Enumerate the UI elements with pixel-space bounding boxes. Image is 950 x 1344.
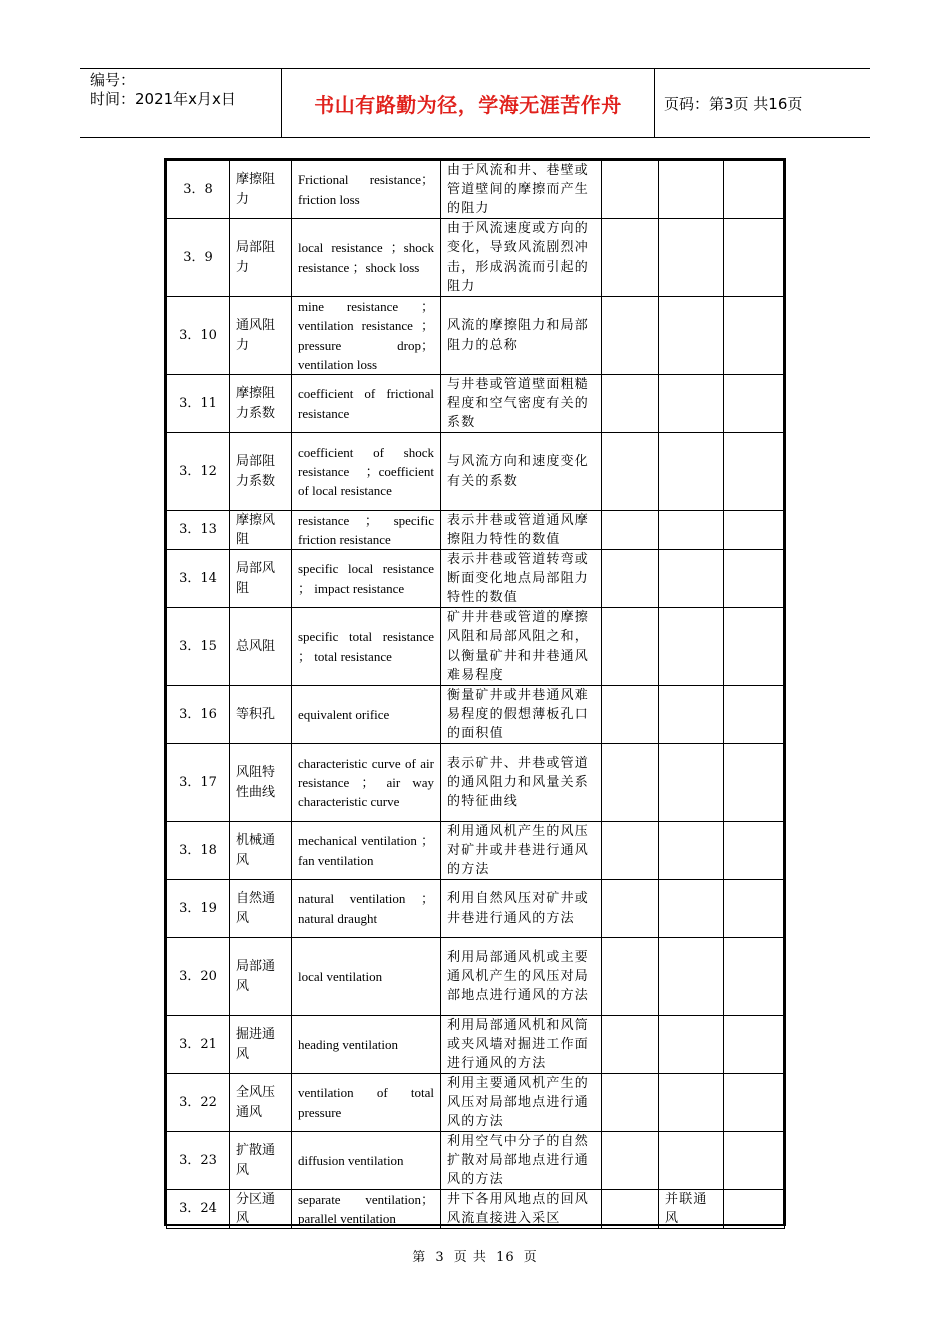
term-english [292, 375, 441, 433]
term-english [292, 1190, 441, 1229]
term-definition-text: 风流的摩擦阻力和局部阻力的总称 [447, 318, 590, 353]
term-definition [441, 550, 602, 608]
footer-current-page: 3 [435, 1250, 445, 1265]
term-chinese-text: 扩散通风 [236, 1143, 276, 1178]
term-number [167, 375, 230, 433]
table-row [167, 550, 785, 608]
term-chinese [230, 608, 292, 686]
term-number [167, 550, 230, 608]
term-definition [441, 608, 602, 686]
term-number [167, 822, 230, 880]
term-chinese-text: 自然通风 [236, 891, 276, 926]
blank-cell [602, 375, 659, 433]
blank-cell [724, 511, 785, 550]
term-chinese [230, 744, 292, 822]
term-note [659, 822, 724, 880]
term-english [292, 744, 441, 822]
blank-cell [602, 1074, 659, 1132]
term-english [292, 938, 441, 1016]
term-chinese [230, 1016, 292, 1074]
term-number [167, 297, 230, 375]
term-note [659, 511, 724, 550]
term-definition [441, 511, 602, 550]
term-english [292, 1132, 441, 1190]
table-row [167, 822, 785, 880]
term-chinese-text: 总风阻 [236, 638, 276, 654]
term-definition [441, 1132, 602, 1190]
table-row [167, 686, 785, 744]
blank-cell [602, 550, 659, 608]
term-number [167, 1074, 230, 1132]
time-label: 时间：2021年x月x日 [90, 90, 236, 108]
term-note [659, 880, 724, 938]
term-english-text: coefficient of frictional resistance [298, 386, 434, 421]
term-note [659, 297, 724, 375]
term-english-text: diffusion ventilation [298, 1152, 404, 1168]
blank-cell [724, 686, 785, 744]
term-english [292, 686, 441, 744]
term-number [167, 161, 230, 219]
term-number-text: 3．20 [179, 968, 217, 984]
term-number-text: 3．14 [179, 570, 217, 586]
header-page-label: 页码：第3页 共16页 [664, 94, 803, 113]
table-row [167, 297, 785, 375]
blank-cell [602, 686, 659, 744]
term-chinese [230, 297, 292, 375]
term-chinese [230, 219, 292, 297]
term-english-text: equivalent orifice [298, 706, 390, 722]
term-note [659, 1074, 724, 1132]
term-number-text: 3．17 [179, 774, 217, 790]
term-chinese [230, 1190, 292, 1229]
blank-cell [724, 1132, 785, 1190]
term-number-text: 3．19 [179, 900, 217, 916]
term-number-text: 3．22 [179, 1094, 217, 1110]
term-definition-text: 井下各用风地点的回风风流直接进入采区 [447, 1192, 590, 1227]
table-row [167, 938, 785, 1016]
footer-prefix: 第 [412, 1250, 427, 1265]
term-definition [441, 686, 602, 744]
term-definition-text: 利用主要通风机产生的风压对局部地点进行通风的方法 [447, 1076, 590, 1130]
terms-table [166, 160, 785, 1229]
term-definition [441, 1074, 602, 1132]
blank-cell [602, 1016, 659, 1074]
term-note [659, 433, 724, 511]
term-definition-text: 表示矿井、井巷或管道的通风阻力和风量关系的特征曲线 [447, 755, 590, 810]
term-chinese-text: 等积孔 [236, 706, 276, 722]
term-definition-text: 矿井井巷或管道的摩擦风阻和局部风阻之和，以衡量矿井和井巷通风难易程度 [447, 610, 590, 683]
term-english-text: local resistance ；shock resistance ；shock loss [298, 240, 434, 275]
term-definition-text: 由于风流速度或方向的变化，导致风流剧烈冲击，形成涡流而引起的阻力 [447, 221, 590, 294]
term-chinese-text: 风阻特性曲线 [236, 765, 276, 800]
term-definition [441, 219, 602, 297]
term-english-text: coefficient of shock resistance ；coefficient of local resistance [298, 444, 434, 499]
serial-label: 编号： [90, 71, 136, 89]
term-definition-text: 利用自然风压对矿井或井巷进行通风的方法 [447, 891, 590, 926]
term-chinese [230, 375, 292, 433]
term-note [659, 938, 724, 1016]
blank-cell [602, 161, 659, 219]
header-divider [654, 69, 655, 137]
term-number-text: 3．24 [179, 1201, 217, 1217]
term-english-text: natural ventilation ；natural draught [298, 891, 434, 926]
term-chinese [230, 161, 292, 219]
table-row [167, 1016, 785, 1074]
term-english-text: ventilation of total pressure [298, 1085, 434, 1120]
term-chinese-text: 全风压通风 [236, 1085, 276, 1120]
blank-cell [602, 608, 659, 686]
term-definition-text: 利用空气中分子的自然扩散对局部地点进行通风的方法 [447, 1134, 590, 1188]
term-chinese-text: 局部通风 [236, 959, 276, 994]
blank-cell [602, 511, 659, 550]
term-english-text: resistance ； specific friction resistance [298, 513, 434, 548]
term-english-text: specific local resistance ； impact resistance [298, 561, 434, 596]
term-chinese [230, 880, 292, 938]
blank-cell [602, 297, 659, 375]
blank-cell [602, 822, 659, 880]
term-english-text: Frictional resistance；friction loss [298, 172, 434, 207]
term-chinese-text: 摩擦风阻 [236, 513, 276, 548]
term-number [167, 938, 230, 1016]
term-note [659, 375, 724, 433]
term-definition-text: 表示井巷或管道转弯或断面变化地点局部阻力特性的数值 [447, 552, 590, 606]
term-definition-text: 利用局部通风机和风筒或夹风墙对掘进工作面进行通风的方法 [447, 1018, 590, 1072]
term-english [292, 511, 441, 550]
blank-cell [724, 297, 785, 375]
term-number [167, 880, 230, 938]
term-note [659, 550, 724, 608]
term-chinese-text: 局部风阻 [236, 561, 276, 596]
term-number [167, 686, 230, 744]
term-definition [441, 744, 602, 822]
table-row [167, 1132, 785, 1190]
table-row [167, 1190, 785, 1229]
blank-cell [724, 550, 785, 608]
term-chinese [230, 433, 292, 511]
term-note [659, 1132, 724, 1190]
term-english-text: heading ventilation [298, 1036, 399, 1052]
term-note [659, 1016, 724, 1074]
blank-cell [724, 938, 785, 1016]
term-english-text: separate ventilation；parallel ventilation [298, 1192, 434, 1227]
term-english [292, 219, 441, 297]
term-definition [441, 822, 602, 880]
table-row [167, 608, 785, 686]
term-definition [441, 880, 602, 938]
term-chinese [230, 686, 292, 744]
term-chinese [230, 550, 292, 608]
blank-cell [602, 433, 659, 511]
term-number-text: 3．8 [183, 181, 213, 197]
table-row [167, 511, 785, 550]
term-number [167, 744, 230, 822]
term-number [167, 1132, 230, 1190]
footer-suffix: 页 [523, 1250, 538, 1265]
term-chinese [230, 938, 292, 1016]
term-definition-text: 衡量矿井或井巷通风难易程度的假想薄板孔口的面积值 [447, 688, 590, 742]
term-definition-text: 与风流方向和速度变化有关的系数 [447, 454, 590, 489]
blank-cell [724, 608, 785, 686]
blank-cell [724, 744, 785, 822]
page-footer [0, 1246, 950, 1265]
term-number-text: 3．11 [179, 395, 217, 411]
terms-table-frame [164, 158, 786, 1226]
term-english [292, 161, 441, 219]
term-number-text: 3．16 [179, 706, 217, 722]
term-number [167, 511, 230, 550]
term-chinese [230, 1132, 292, 1190]
term-note [659, 744, 724, 822]
term-definition [441, 297, 602, 375]
blank-cell [602, 744, 659, 822]
blank-cell [602, 1132, 659, 1190]
term-number [167, 608, 230, 686]
term-english [292, 297, 441, 375]
term-english [292, 550, 441, 608]
blank-cell [724, 880, 785, 938]
term-number-text: 3．21 [179, 1036, 217, 1052]
term-number-text: 3．13 [179, 522, 217, 538]
term-english-text: mechanical ventilation ； fan ventilation [298, 833, 434, 868]
blank-cell [724, 1074, 785, 1132]
term-definition [441, 161, 602, 219]
term-number-text: 3．10 [179, 327, 217, 343]
term-definition-text: 表示井巷或管道通风摩擦阻力特性的数值 [447, 513, 590, 548]
blank-cell [602, 938, 659, 1016]
term-number [167, 433, 230, 511]
term-english [292, 880, 441, 938]
blank-cell [602, 880, 659, 938]
table-row [167, 744, 785, 822]
blank-cell [602, 219, 659, 297]
term-english-text: mine resistance ；ventilation resistance ；pressure drop；ventilation loss [298, 299, 434, 372]
page-header [80, 68, 870, 138]
footer-middle: 页 共 [453, 1250, 487, 1265]
term-english-text: specific total resistance ； total resistance [298, 629, 434, 664]
term-definition-text: 与井巷或管道壁面粗糙程度和空气密度有关的系数 [447, 377, 590, 431]
term-definition-text: 利用通风机产生的风压对矿井或井巷进行通风的方法 [447, 824, 590, 878]
term-english [292, 433, 441, 511]
blank-cell [602, 1190, 659, 1229]
header-motto: 书山有路勤为径，学海无涯苦作舟 [314, 92, 622, 117]
header-meta [90, 71, 236, 109]
terms-table-body [167, 161, 785, 1229]
term-number [167, 1190, 230, 1229]
table-row [167, 880, 785, 938]
blank-cell [724, 822, 785, 880]
term-chinese [230, 822, 292, 880]
term-english [292, 608, 441, 686]
term-number-text: 3．18 [179, 842, 217, 858]
term-chinese-text: 掘进通风 [236, 1027, 276, 1062]
term-definition-text: 利用局部通风机或主要通风机产生的风压对局部地点进行通风的方法 [447, 949, 590, 1004]
term-chinese-text: 分区通风 [236, 1192, 276, 1227]
term-number-text: 3．12 [179, 463, 217, 479]
term-number-text: 3．23 [179, 1152, 217, 1168]
table-row [167, 161, 785, 219]
term-number [167, 219, 230, 297]
blank-cell [724, 1190, 785, 1229]
table-row [167, 219, 785, 297]
term-note [659, 161, 724, 219]
footer-total-pages: 16 [496, 1250, 515, 1265]
blank-cell [724, 1016, 785, 1074]
term-english [292, 1016, 441, 1074]
term-chinese-text: 摩擦阻力 [236, 172, 276, 207]
term-note [659, 686, 724, 744]
term-definition [441, 1190, 602, 1229]
table-row [167, 433, 785, 511]
term-definition [441, 433, 602, 511]
term-chinese-text: 局部阻力 [236, 240, 276, 275]
blank-cell [724, 219, 785, 297]
term-chinese [230, 511, 292, 550]
term-definition [441, 938, 602, 1016]
term-definition [441, 1016, 602, 1074]
term-english [292, 822, 441, 880]
term-chinese-text: 通风阻力 [236, 318, 276, 353]
term-english-text: local ventilation [298, 968, 383, 984]
term-number-text: 3．15 [179, 638, 217, 654]
term-note-text: 并联通风 [665, 1192, 708, 1227]
term-note [659, 219, 724, 297]
blank-cell [724, 161, 785, 219]
term-chinese-text: 局部阻力系数 [236, 454, 276, 489]
blank-cell [724, 433, 785, 511]
term-definition-text: 由于风流和井、巷壁或管道壁间的摩擦而产生的阻力 [447, 163, 590, 217]
term-number [167, 1016, 230, 1074]
term-chinese [230, 1074, 292, 1132]
table-row [167, 1074, 785, 1132]
term-english-text: characteristic curve of air resistance ； air way characteristic curve [298, 755, 434, 810]
term-definition [441, 375, 602, 433]
term-english [292, 1074, 441, 1132]
blank-cell [724, 375, 785, 433]
term-chinese-text: 机械通风 [236, 833, 276, 868]
term-note [659, 1190, 724, 1229]
table-row [167, 375, 785, 433]
term-note [659, 608, 724, 686]
term-number-text: 3．9 [183, 249, 213, 265]
term-chinese-text: 摩擦阻力系数 [236, 386, 276, 421]
